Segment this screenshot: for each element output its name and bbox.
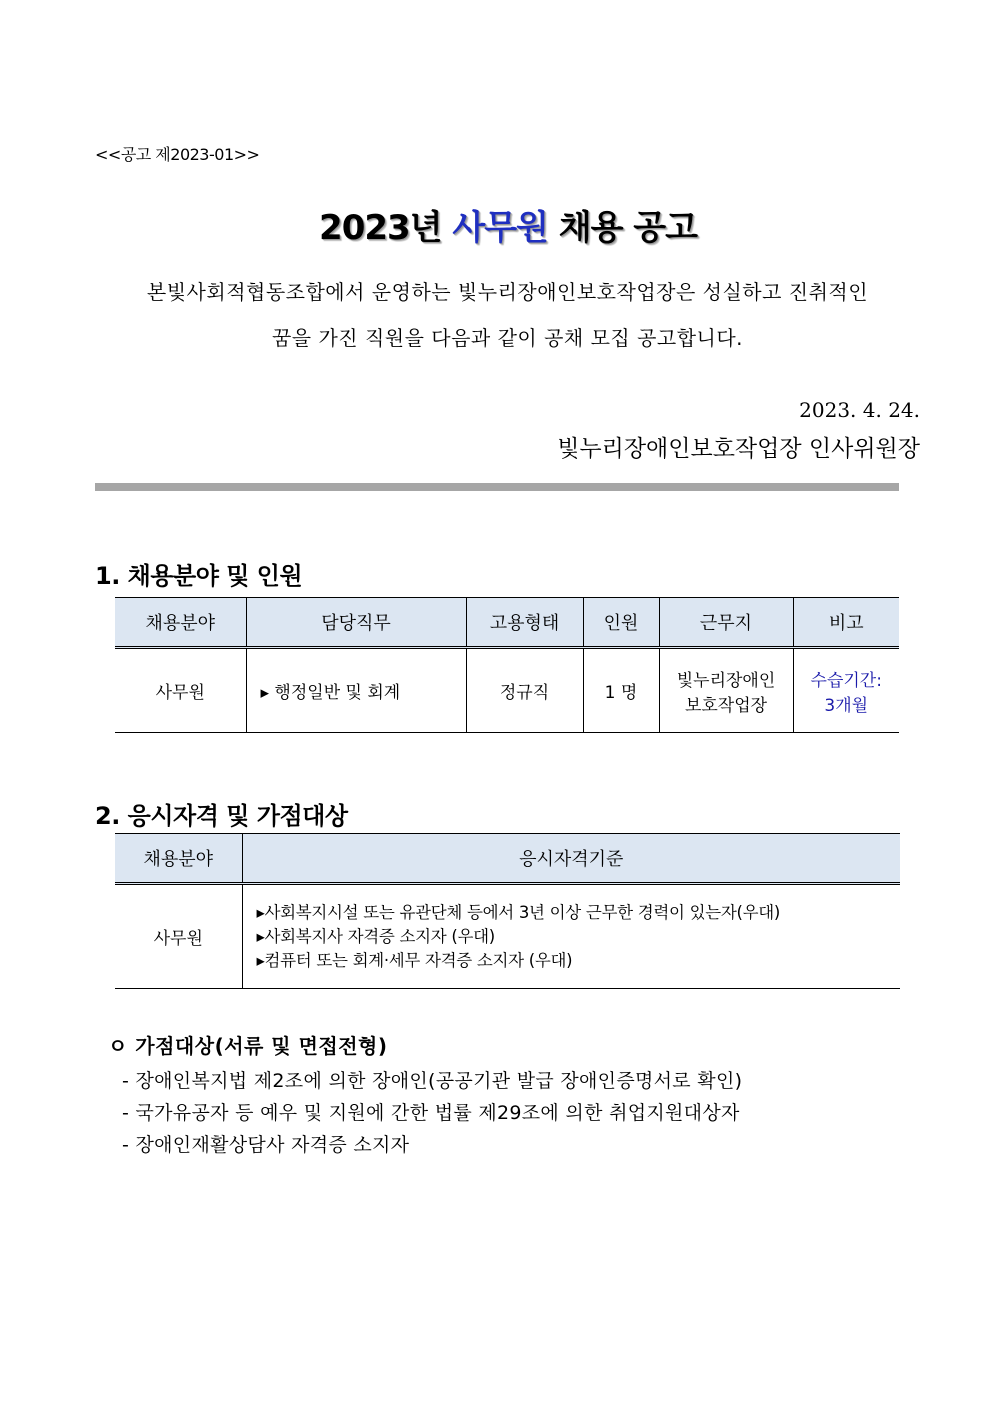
table-row (115, 884, 900, 989)
signer: 빛누리장애인보호작업장 인사위원장 (557, 436, 920, 462)
table-header-row (115, 598, 899, 648)
intro-line-2: 꿈을 가진 직원을 다음과 같이 공채 모집 공고합니다. (271, 326, 744, 350)
table-row (115, 648, 899, 733)
header-criteria: 응시자격기준 (242, 834, 900, 884)
title-year: 2023년 (319, 208, 442, 248)
cell-employment: 정규직 (466, 648, 583, 733)
criteria-item: ▸사회복지시설 또는 유관단체 등에서 3년 이상 근무한 경력이 있는자(우대) (256, 902, 781, 922)
note-line-2: 3개월 (824, 695, 869, 716)
bonus-item: - 장애인재활상담사 자격증 소지자 (122, 1134, 410, 1156)
recruitment-table (115, 597, 899, 733)
bonus-item: - 장애인복지법 제2조에 의한 장애인(공공기관 발급 장애인증명서로 확인) (122, 1070, 743, 1092)
cell-field: 사무원 (115, 648, 246, 733)
cell-note (793, 648, 899, 733)
criteria-item: ▸컴퓨터 또는 회계·세무 자격증 소지자 (우대) (256, 950, 573, 970)
cell-field: 사무원 (115, 884, 242, 989)
header-note: 비고 (793, 598, 899, 648)
section-1-heading: 1. 채용분야 및 인원 (95, 562, 303, 590)
intro-line-1: 본빛사회적협동조합에서 운영하는 빛누리장애인보호작업장은 성실하고 진취적인 (146, 280, 869, 304)
header-workplace: 근무지 (659, 598, 793, 648)
header-count: 인원 (583, 598, 659, 648)
cell-duty: ▸ 행정일반 및 회계 (246, 648, 466, 733)
title-rest: 채용 공고 (558, 208, 697, 248)
cell-criteria (242, 884, 900, 989)
title-accent: 사무원 (452, 208, 548, 248)
workplace-line-1: 빛누리장애인 (676, 670, 776, 691)
header-duty: 담당직무 (246, 598, 466, 648)
workplace-line-2: 보호작업장 (684, 695, 768, 716)
notice-date: 2023. 4. 24. (799, 398, 920, 422)
header-employment: 고용형태 (466, 598, 583, 648)
qualification-table (115, 833, 900, 989)
table-header-row (115, 834, 900, 884)
divider (95, 483, 899, 491)
bonus-heading: ㅇ 가점대상(서류 및 면접전형) (108, 1034, 388, 1058)
page-title (0, 200, 992, 249)
cell-workplace (659, 648, 793, 733)
note-line-1: 수습기간: (810, 670, 882, 691)
section-2-heading: 2. 응시자격 및 가점대상 (95, 802, 348, 830)
criteria-item: ▸사회복지사 자격증 소지자 (우대) (256, 926, 495, 946)
header-field: 채용분야 (115, 834, 242, 884)
cell-count: 1 명 (583, 648, 659, 733)
bonus-item: - 국가유공자 등 예우 및 지원에 간한 법률 제29조에 의한 취업지원대상자 (122, 1102, 740, 1124)
header-field: 채용분야 (115, 598, 246, 648)
notice-number: <<공고 제2023-01>> (95, 145, 260, 164)
